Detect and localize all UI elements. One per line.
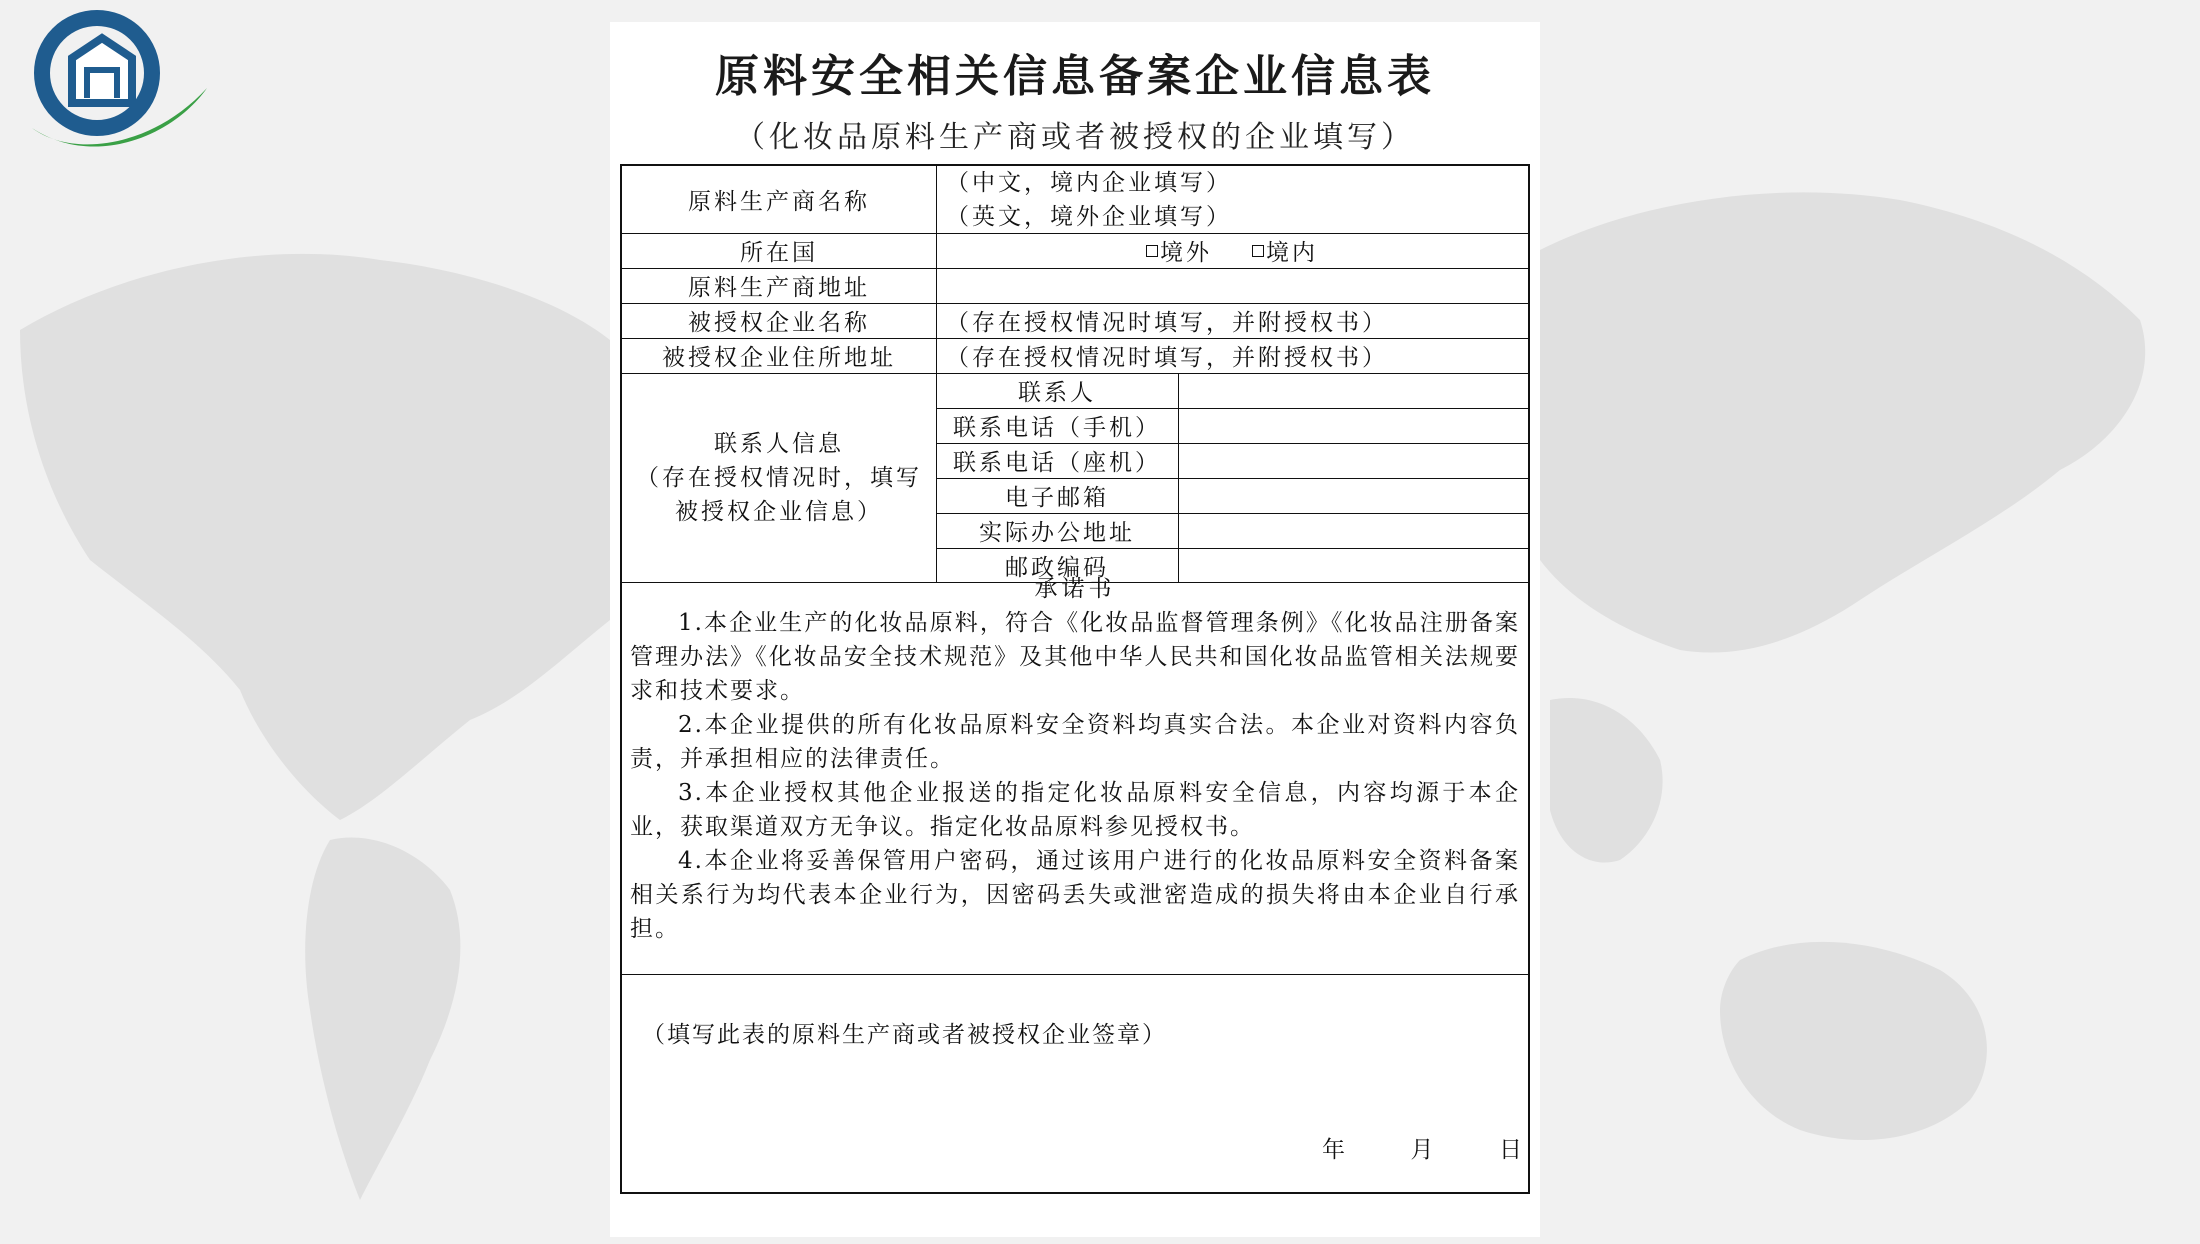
pledge-item-2: 2.本企业提供的所有化妆品原料安全资料均真实合法。本企业对资料内容负责，并承担相应的法律责任。 [630,712,1520,772]
country-domestic-checkbox[interactable] [1252,234,1318,267]
mobile-phone-field[interactable] [1178,408,1528,443]
checkbox-icon [1146,245,1158,257]
contact-person-field[interactable] [1178,373,1528,408]
manufacturer-name-label: 原料生产商名称 [688,189,870,215]
email-field[interactable] [1178,478,1528,513]
country-options [936,233,1528,268]
date-year-label: 年 [1322,1137,1345,1163]
signature-date [1322,1131,1522,1164]
manufacturer-name-hint-en: （英文，境外企业填写） [946,204,1232,230]
date-day-label: 日 [1499,1137,1522,1163]
pledge-section [630,572,1520,946]
office-address-label: 实际办公地址 [979,520,1135,546]
page-subtitle: （化妆品原料生产商或者被授权的企业填写） [735,120,1415,155]
country-label: 所在国 [740,240,818,266]
date-month-label: 月 [1410,1137,1434,1163]
contact-person-label: 联系人 [1018,380,1096,406]
manufacturer-address-field[interactable] [936,268,1528,303]
manufacturer-address-label: 原料生产商地址 [688,275,870,301]
page-title: 原料安全相关信息备案企业信息表 [715,51,1435,102]
authorized-company-label: 被授权企业名称 [688,310,870,336]
contact-info-title: 联系人信息 [714,430,844,457]
pledge-title: 承诺书 [1034,576,1116,602]
country-abroad-checkbox[interactable] [1146,234,1212,267]
pledge-item-3: 3.本企业授权其他企业报送的指定化妆品原料安全信息，内容均源于本企业，获取渠道双方无争议。指定化妆品原料参见授权书。 [630,780,1520,840]
manufacturer-name-field[interactable] [946,166,1516,233]
email-label: 电子邮箱 [1005,485,1109,511]
info-form-page [610,22,1540,1237]
contact-info-note-2: 被授权企业信息） [675,498,883,525]
landline-phone-label: 联系电话（座机） [953,450,1161,476]
contact-info-note-1: （存在授权情况时，填写 [636,464,922,491]
office-address-field[interactable] [1178,513,1528,548]
authorized-company-field[interactable]: （存在授权情况时填写，并附授权书） [946,310,1388,336]
signature-note: （填写此表的原料生产商或者被授权企业签章） [642,1022,1167,1048]
landline-phone-field[interactable] [1178,443,1528,478]
enterprise-info-table [620,164,1530,1194]
country-domestic-label: 境内 [1266,240,1318,266]
contact-info-label [622,373,936,582]
mobile-phone-label: 联系电话（手机） [953,415,1161,441]
company-logo-icon [2,8,212,158]
manufacturer-name-hint-cn: （中文，境内企业填写） [946,170,1232,196]
postal-code-label: 邮政编码 [1005,554,1109,581]
pledge-item-4: 4.本企业将妥善保管用户密码，通过该用户进行的化妆品原料安全资料备案相关系行为均代表本企业行为，因密码丢失或泄密造成的损失将由本企业自行承担。 [630,848,1520,942]
pledge-item-1: 1.本企业生产的化妆品原料，符合《化妆品监督管理条例》《化妆品注册备案管理办法》《化妆品安全技术规范》及其他中华人民共和国化妆品监管相关法规要求和技术要求。 [630,610,1520,704]
checkbox-icon [1252,245,1264,257]
country-abroad-label: 境外 [1160,240,1212,266]
authorized-address-label: 被授权企业住所地址 [662,345,896,371]
authorized-address-field[interactable]: （存在授权情况时填写，并附授权书） [946,345,1388,371]
